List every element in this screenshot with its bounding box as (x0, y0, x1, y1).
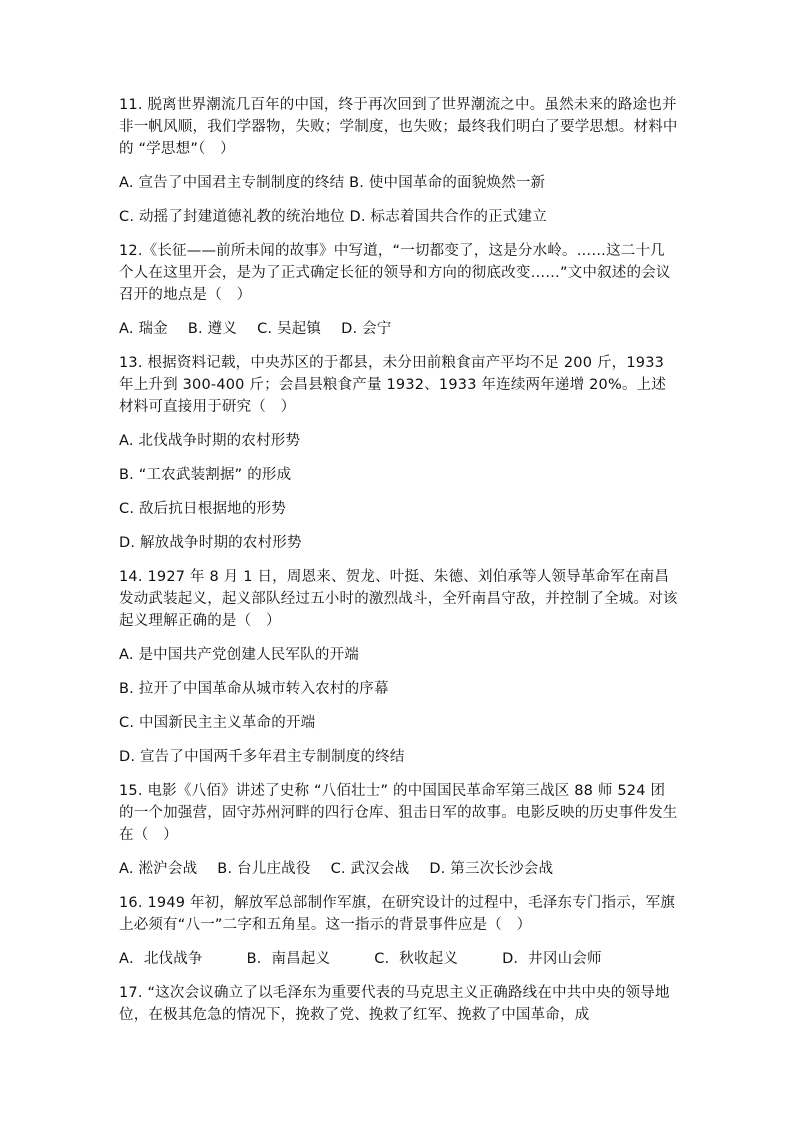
question-15-option-c: C. 武汉会战 (330, 861, 410, 877)
question-11-stem: 11. 脱离世界潮流几百年的中国，终于再次回到了世界潮流之中。虽然未来的路途也并非一帆风顺，我们学器物，失败；学制度，也失败；最终我们明白了要学思想。材料中的 “学思想”（ ） (119, 97, 678, 157)
question-12-option-d: D. 会宁 (341, 321, 392, 337)
question-17-stem: 17. “这次会议确立了以毛泽东为重要代表的马克思主义正确路线在中共中央的领导地位，在极其危急的情况下，挽救了党、挽救了红军、挽救了中国革命，成 (119, 985, 670, 1023)
question-13-option-d: D. 解放战争时期的农村形势 (119, 535, 302, 551)
question-13-stem: 13. 根据资料记载，中央苏区的于都县，未分田前粮食亩产平均不足 200 斤，1933 年上升到 300-400 斤；会昌县粮食产量 1932、1933 年连续两年递增 20%。上述材料可直接用于研究（ ） (119, 355, 667, 415)
question-14-option-d: D. 宣告了中国两千多年君主专制制度的终结 (119, 749, 405, 765)
question-13-option-a: A. 北伐战争时期的农村形势 (119, 433, 301, 449)
question-12-option-c: C. 吴起镇 (257, 321, 322, 337)
question-14-option-a: A. 是中国共产党创建人民军队的开端 (119, 647, 359, 663)
question-14-option-b: B. 拉开了中国革命从城市转入农村的序幕 (119, 681, 389, 697)
question-16-option-a: A．北伐战争 (119, 951, 203, 967)
question-15-options (119, 858, 679, 880)
question-15-option-b: B. 台儿庄战役 (217, 861, 311, 877)
question-16-option-b: B．南昌起义 (246, 951, 331, 967)
question-12-option-b: B. 遵义 (187, 321, 238, 337)
question-16-options (119, 948, 679, 970)
question-14-option-c: C. 中国新民主主义革命的开端 (119, 715, 316, 731)
question-16-option-c: C．秋收起义 (374, 951, 459, 967)
question-12-stem: 12.《长征——前所未闻的故事》中写道，“一切都变了，这是分水岭。……这二十几个人在这里开会，是为了正式确定长征的领导和方向的彻底改变……”文中叙述的会议召开的地点是（ ） (119, 243, 671, 303)
question-15-option-a: A. 淞沪会战 (119, 861, 198, 877)
question-11-options-line-1: A. 宣告了中国君主专制制度的终结 B. 使中国革命的面貌焕然一新 (119, 175, 546, 191)
question-15-option-d: D. 第三次长沙会战 (429, 861, 554, 877)
question-15-stem: 15. 电影《八佰》讲述了史称 “八佰壮士” 的中国国民革命军第三战区 88 师 524 团的一个加强营，固守苏州河畔的四行仓库、狙击日军的故事。电影反映的历史事件发生在（ ） (119, 783, 678, 843)
question-11-options-line-2: C. 动摇了封建道德礼教的统治地位 D. 标志着国共合作的正式建立 (119, 209, 547, 225)
question-12-options (119, 318, 679, 340)
question-12-option-a: A. 瑞金 (119, 321, 168, 337)
question-14-stem: 14. 1927 年 8 月 1 日，周恩来、贺龙、叶挺、朱德、刘伯承等人领导革命军在南昌发动武装起义，起义部队经过五小时的激烈战斗，全歼南昌守敌，并控制了全城。对该起义理解正确的是（ ） (119, 569, 678, 629)
question-16-stem: 16. 1949 年初，解放军总部制作军旗，在研究设计的过程中，毛泽东专门指示，军旗上必须有“八一”二字和五角星。这一指示的背景事件应是（ ） (119, 895, 676, 933)
question-13-option-c: C. 敌后抗日根据地的形势 (119, 501, 286, 517)
question-16-option-d: D．井冈山会师 (502, 951, 602, 967)
question-13-option-b: B. “工农武装割据” 的形成 (119, 467, 292, 483)
exam-page (119, 94, 679, 1026)
